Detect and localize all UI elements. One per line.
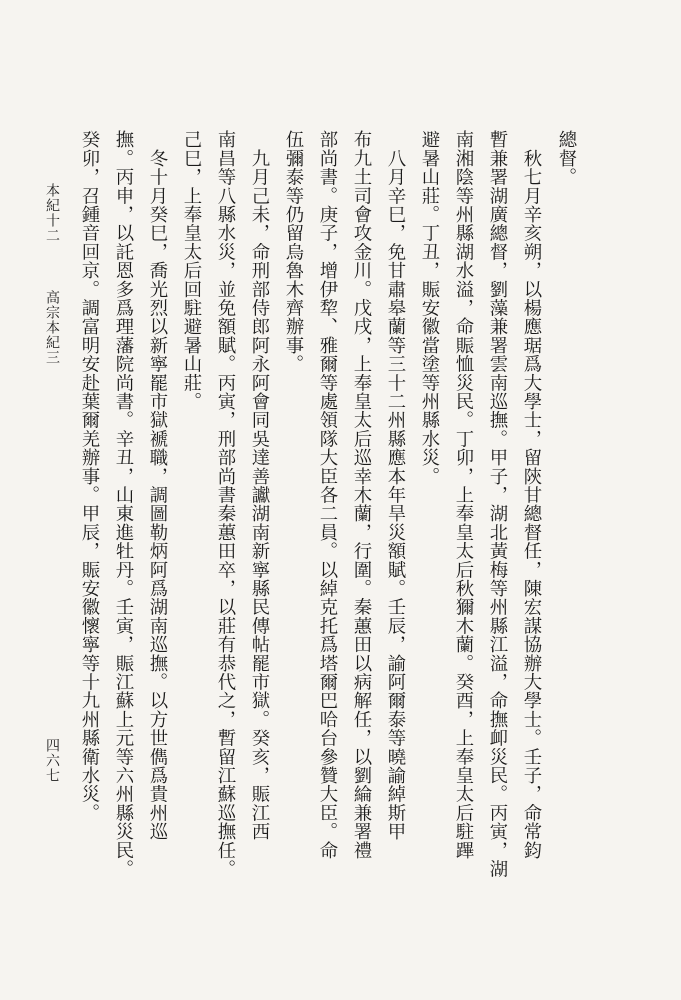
text-column: 暫兼署湖廣總督，劉藻兼署雲南巡撫。甲子，湖北黃梅等州縣江溢，命撫卹災民。丙寅，湖	[487, 130, 508, 878]
text-column: 冬十月癸巳，喬光烈以新寧罷市獄褫職，調圖勒炳阿爲湖南巡撫。以方世儁爲貴州巡	[147, 130, 168, 841]
text-column: 南昌等八縣水災，並免額賦。丙寅，刑部尚書秦蕙田卒，以莊有恭代之，暫留江蘇巡撫任。	[215, 130, 236, 878]
page-number: 四六七	[44, 738, 60, 783]
running-header-volume: 本紀十二	[44, 183, 60, 243]
text-column: 南湘陰等州縣湖水溢，命賑恤災民。丁卯，上奉皇太后秋獮木蘭。癸酉，上奉皇太后駐蹕	[453, 130, 474, 860]
text-column: 部尚書。庚子，增伊犂、雅爾等處領隊大臣各二員。以綽克托爲塔爾巴哈台參贊大臣。命	[317, 130, 338, 860]
text-column: 癸卯，召鍾音回京。調富明安赴葉爾羌辦事。甲辰，賑安徽懷寧等十九州縣衛水災。	[79, 130, 100, 822]
text-column: 避暑山莊。丁丑，賑安徽當塗等州縣水災。	[419, 130, 440, 486]
text-column: 己巳，上奉皇太后回駐避暑山莊。	[181, 130, 202, 411]
text-column: 伍彌泰等仍留烏魯木齊辦事。	[283, 130, 304, 374]
text-column: 總督。	[556, 130, 577, 187]
text-column: 八月辛巳，免甘肅皋蘭等三十二州縣應本年旱災額賦。壬辰，諭阿爾泰等曉諭綽斯甲	[385, 130, 406, 841]
text-column: 秋七月辛亥朔，以楊應琚爲大學士，留陝甘總督任，陳宏謀協辦大學士。壬子，命常鈞	[521, 130, 542, 860]
text-column: 布九土司會攻金川。戊戌，上奉皇太后巡幸木蘭，行圍。秦蕙田以病解任，以劉綸兼署禮	[351, 130, 372, 860]
running-header-chapter: 高宗本紀三	[44, 290, 60, 365]
text-column: 撫。丙申，以託恩多爲理藩院尚書。辛丑，山東進牡丹。壬寅，賑江蘇上元等六州縣災民。	[113, 130, 134, 878]
text-column: 九月己未，命刑部侍郎阿永阿會同吳達善讞湖南新寧縣民傳帖罷市獄。癸亥，賑江西	[249, 130, 270, 841]
